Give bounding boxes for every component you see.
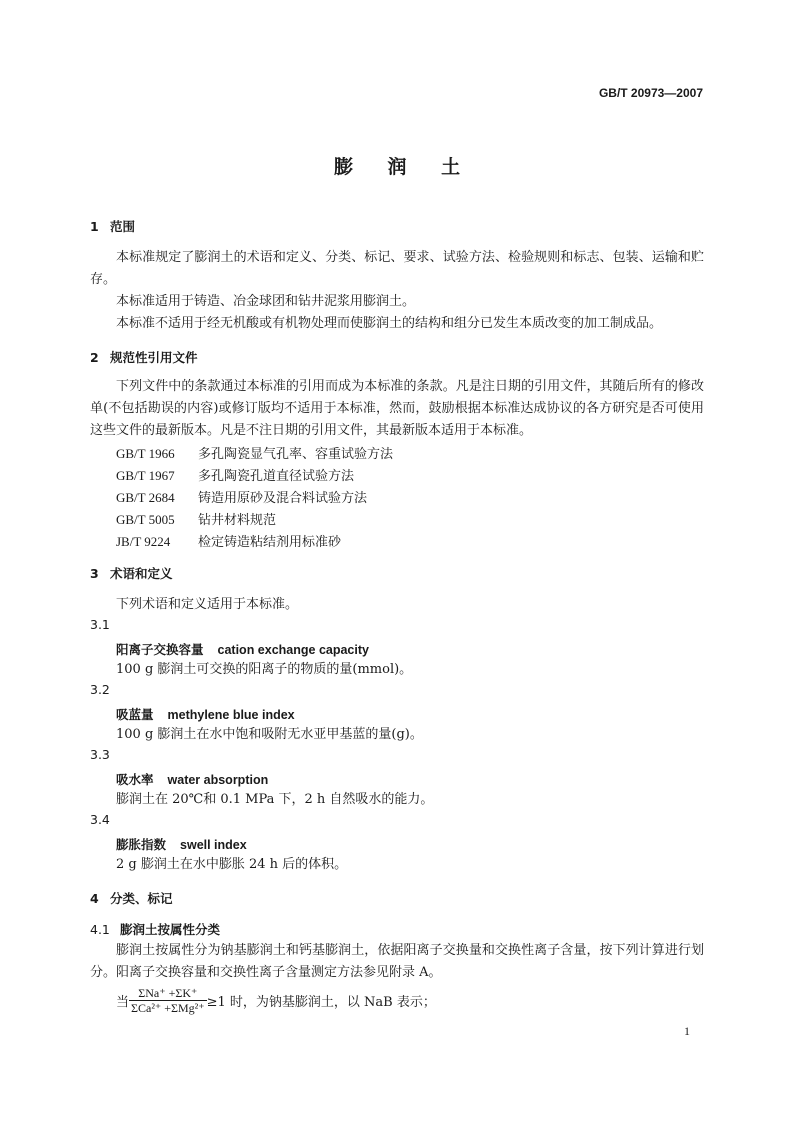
reference-title: 钻井材料规范 xyxy=(198,513,277,528)
term-english: methylene blue index xyxy=(167,708,295,722)
subsection-title: 膨润土按属性分类 xyxy=(120,922,221,937)
term-chinese: 阳离子交换容量 xyxy=(116,642,204,657)
scope-paragraph-2: 本标准适用于铸造、冶金球团和钻井泥浆用膨润土。 xyxy=(116,294,416,309)
reference-item xyxy=(116,487,367,506)
reference-item xyxy=(116,443,393,462)
subsection-4-1-heading xyxy=(90,920,220,938)
formula-fraction xyxy=(129,986,207,1015)
term-number: 3.3 xyxy=(90,747,110,762)
term-definition: 膨润土在 20℃和 0.1 MPa 下，2 h 自然吸水的能力。 xyxy=(116,792,434,807)
term-english: cation exchange capacity xyxy=(217,643,369,657)
reference-title: 多孔陶瓷显气孔率、容重试验方法 xyxy=(198,447,394,462)
term-definition: 100 g 膨润土可交换的阳离子的物质的量(mmol)。 xyxy=(116,662,413,677)
reference-title: 多孔陶瓷孔道直径试验方法 xyxy=(198,469,355,484)
term-heading xyxy=(116,835,247,853)
section-2-heading xyxy=(90,348,198,366)
term-number: 3.2 xyxy=(90,682,110,697)
term-number: 3.4 xyxy=(90,812,110,827)
section-title: 规范性引用文件 xyxy=(110,350,198,365)
term-heading xyxy=(116,770,268,788)
term-chinese: 吸水率 xyxy=(116,772,154,787)
section-1-heading xyxy=(90,217,135,235)
reference-item xyxy=(116,509,276,528)
scope-paragraph-3: 本标准不适用于经无机酸或有机物处理而使膨润土的结构和组分已发生本质改变的加工制成品。 xyxy=(116,316,663,331)
term-english: water absorption xyxy=(167,773,269,787)
term-heading xyxy=(116,705,295,723)
formula-denominator: ΣCa²⁺ +ΣMg²⁺ xyxy=(131,1001,205,1015)
reference-code: GB/T 5005 xyxy=(116,512,175,527)
formula-prefix: 当 xyxy=(116,995,130,1010)
reference-code: GB/T 1966 xyxy=(116,446,175,461)
reference-code: GB/T 2684 xyxy=(116,490,175,505)
page-number: 1 xyxy=(684,1024,690,1038)
section-3-heading xyxy=(90,564,173,582)
reference-item xyxy=(116,531,341,550)
standard-number: GB/T 20973—2007 xyxy=(598,86,703,100)
section-number: 1 xyxy=(90,219,99,234)
section-title: 范围 xyxy=(110,219,136,234)
reference-title: 检定铸造粘结剂用标准砂 xyxy=(198,535,342,550)
reference-title: 铸造用原砂及混合料试验方法 xyxy=(198,491,368,506)
reference-code: GB/T 1967 xyxy=(116,468,175,483)
scope-paragraph-1: 本标准规定了膨润土的术语和定义、分类、标记、要求、试验方法、检验规则和标志、包装、运输和贮存。 xyxy=(90,250,704,287)
formula-numerator: ΣNa⁺ +ΣK⁺ xyxy=(129,986,207,1001)
section-4-heading xyxy=(90,889,173,907)
term-english: swell index xyxy=(180,838,247,852)
term-chinese: 吸蓝量 xyxy=(116,707,154,722)
classification-paragraph: 膨润土按属性分为钠基膨润土和钙基膨润土，依据阳离子交换量和交换性离子含量，按下列计算进行划分。阳离子交换容量和交换性离子含量测定方法参见附录 A。 xyxy=(90,943,704,980)
page-title: 膨 润 土 xyxy=(333,156,475,178)
section-title: 分类、标记 xyxy=(110,891,173,906)
classification-formula xyxy=(116,986,436,1015)
term-heading xyxy=(116,640,369,658)
term-definition: 2 g 膨润土在水中膨胀 24 h 后的体积。 xyxy=(116,857,348,872)
terms-intro: 下列术语和定义适用于本标准。 xyxy=(116,597,299,612)
formula-suffix: ≥1 时，为钠基膨润土，以 NaB 表示； xyxy=(206,995,436,1010)
reference-item xyxy=(116,465,354,484)
term-chinese: 膨胀指数 xyxy=(116,837,167,852)
subsection-number: 4.1 xyxy=(90,922,110,937)
term-number: 3.1 xyxy=(90,617,110,632)
section-title: 术语和定义 xyxy=(110,566,173,581)
reference-code: JB/T 9224 xyxy=(116,534,171,549)
term-definition: 100 g 膨润土在水中饱和吸附无水亚甲基蓝的量(g)。 xyxy=(116,727,423,742)
section-number: 3 xyxy=(90,566,99,581)
section-number: 4 xyxy=(90,891,99,906)
normative-references-intro: 下列文件中的条款通过本标准的引用而成为本标准的条款。凡是注日期的引用文件，其随后所有的修改单(不包括勘误的内容)或修订版均不适用于本标准，然而，鼓励根据本标准达成协议的各方研究是否可使用这些文件的最新版本。凡是不注日期的引用文件，其最新版本适用于本标准。 xyxy=(90,379,704,438)
section-number: 2 xyxy=(90,350,99,365)
